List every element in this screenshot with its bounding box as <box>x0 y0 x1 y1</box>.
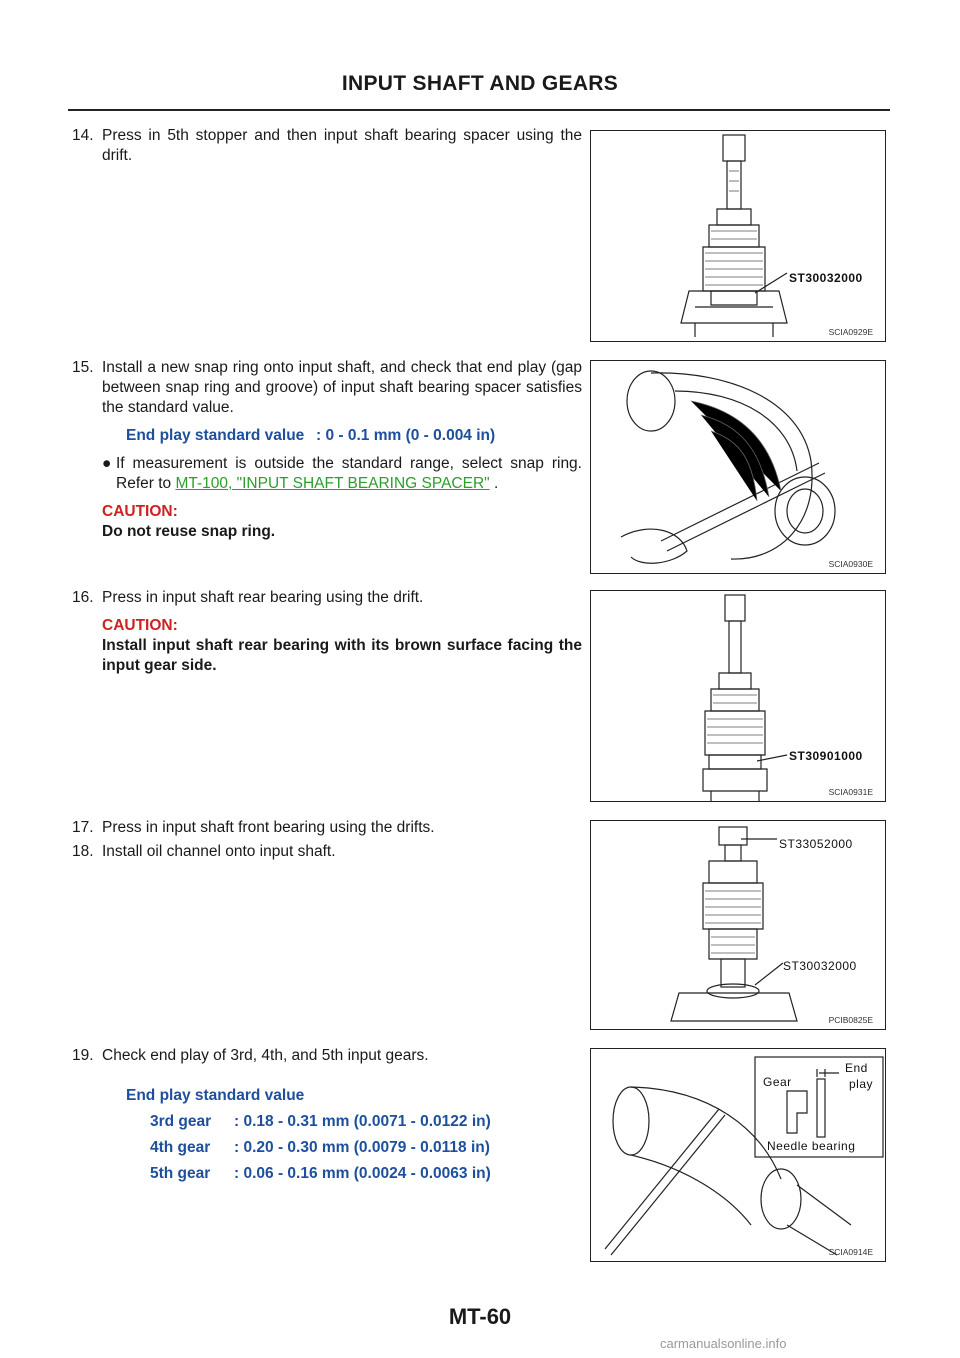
tool-callout: ST33052000 <box>779 837 853 851</box>
watermark: carmanualsonline.info <box>660 1336 787 1351</box>
bullet-end: . <box>489 475 499 492</box>
tool-callout: ST30032000 <box>789 271 863 285</box>
tool-callout: ST30032000 <box>783 959 857 973</box>
page-title: INPUT SHAFT AND GEARS <box>341 72 619 95</box>
spec-label: 5th gear <box>150 1165 211 1182</box>
gear-press-illustration <box>591 591 887 803</box>
gear-press-illustration <box>591 821 887 1031</box>
step-14 <box>72 126 582 166</box>
figure-front-bearing <box>590 820 886 1030</box>
spec-value: : 0.06 - 0.16 mm (0.0024 - 0.0063 in) <box>234 1165 491 1182</box>
tool-callout: ST30901000 <box>789 749 863 763</box>
step-15 <box>72 358 582 542</box>
spec-row <box>150 1112 582 1132</box>
step-text: Press in 5th stopper and then input shaft bearing spacer using the drift. <box>102 127 582 164</box>
gear-label: Gear <box>763 1075 792 1089</box>
caution-text: Install input shaft rear bearing with its brown surface facing the input gear side. <box>102 637 582 674</box>
feeler-gauge-illustration <box>591 1049 887 1263</box>
bullet-icon: ● <box>102 455 112 472</box>
needle-bearing-label: Needle bearing <box>767 1139 856 1153</box>
play-label: play <box>849 1077 874 1091</box>
feeler-gauge-illustration <box>591 361 887 575</box>
step-number: 14. <box>72 127 94 144</box>
step-number: 19. <box>72 1047 94 1064</box>
spec-value: : 0.18 - 0.31 mm (0.0071 - 0.0122 in) <box>234 1113 491 1130</box>
step-number: 17. <box>72 819 94 836</box>
caution-heading: CAUTION: <box>102 617 178 634</box>
figure-gear-endplay <box>590 1048 886 1262</box>
gear-press-illustration <box>591 131 887 343</box>
step-number: 15. <box>72 359 94 376</box>
header-rule <box>68 109 890 111</box>
page-number: MT-60 <box>448 1304 512 1329</box>
spec-row <box>150 1138 582 1158</box>
caution-text: Do not reuse snap ring. <box>102 523 276 540</box>
step-18 <box>72 842 582 862</box>
spec-row <box>150 1164 582 1184</box>
bullet-item <box>72 454 582 494</box>
spec-label: 3rd gear <box>150 1113 212 1130</box>
spec-row <box>72 426 582 446</box>
spec-value: : 0.20 - 0.30 mm (0.0079 - 0.0118 in) <box>234 1139 490 1156</box>
figure-code: SCIA0914E <box>828 1247 873 1257</box>
figure-rear-bearing <box>590 590 886 802</box>
spec-table <box>72 1112 582 1184</box>
step-text: Install a new snap ring onto input shaft, and check that end play (gap between snap ring and groove) of input shaft bearing spacer satisfies the standard value. <box>102 359 582 416</box>
spec-value: : 0 - 0.1 mm (0 - 0.004 in) <box>316 427 496 444</box>
step-text: Press in input shaft rear bearing using the drift. <box>102 589 424 606</box>
figure-code: PCIB0825E <box>828 1015 873 1025</box>
step-number: 18. <box>72 843 94 860</box>
figure-press-5th-stopper <box>590 130 886 342</box>
step-text: Check end play of 3rd, 4th, and 5th input gears. <box>102 1047 429 1064</box>
bullet-text: If measurement is outside the standard range, select snap ring. Refer to <box>116 455 582 492</box>
end-label: End <box>845 1061 868 1075</box>
step-text: Press in input shaft front bearing using the drifts. <box>102 819 435 836</box>
step-16 <box>72 588 582 676</box>
step-19 <box>72 1046 582 1184</box>
spec-label: End play standard value <box>126 427 305 444</box>
step-number: 16. <box>72 589 94 606</box>
caution-heading: CAUTION: <box>102 503 178 520</box>
reference-link[interactable]: MT-100, "INPUT SHAFT BEARING SPACER" <box>175 475 490 492</box>
step-text: Install oil channel onto input shaft. <box>102 843 336 860</box>
spec-label: 4th gear <box>150 1139 211 1156</box>
spec-title: End play standard value <box>126 1087 305 1104</box>
figure-snap-ring-endplay <box>590 360 886 574</box>
figure-code: SCIA0931E <box>828 787 873 797</box>
step-17 <box>72 818 582 838</box>
figure-code: SCIA0929E <box>828 327 873 337</box>
figure-code: SCIA0930E <box>828 559 873 569</box>
